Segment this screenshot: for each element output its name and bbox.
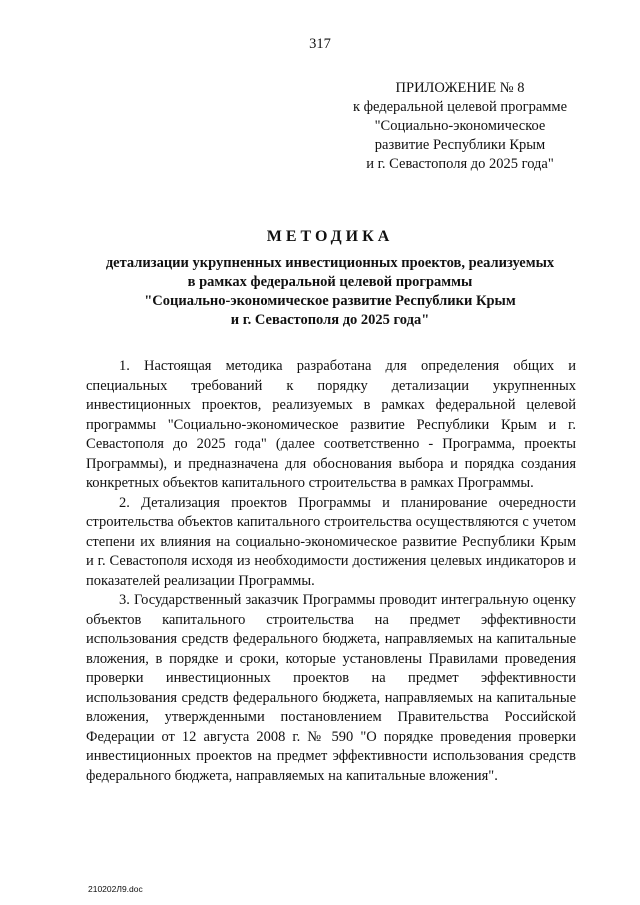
subtitle-line: и г. Севастополя до 2025 года": [230, 312, 430, 328]
paragraph-2: 2. Детализация проектов Программы и планирование очередности строительства объектов капитального строительства осуществляются с учетом степени их влияния на социально-экономическое развитие Республики Крым и г. Севастополя исходя из необходимости достижения целевых индикаторов и показателей реализации Программы.: [86, 494, 576, 589]
subtitle-line: детализации укрупненных инвестиционных проектов, реализуемых: [105, 255, 555, 271]
document-title: МЕТОДИКА: [266, 228, 394, 245]
file-code: 210202Л9.doc: [88, 884, 143, 894]
body-text: [86, 357, 576, 786]
subtitle-line: в рамках федеральной целевой программы: [187, 274, 473, 290]
page-number: 317: [309, 36, 331, 52]
appendix-line: к федеральной целевой программе: [352, 99, 568, 115]
subtitle-line: "Социально-экономическое развитие Республики Крым: [144, 293, 516, 309]
paragraph-3: 3. Государственный заказчик Программы проводит интегральную оценку объектов капитального строительства на предмет эффективности использования средств федерального бюджета, направляемых на капитальные вложения, в порядке и сроки, которые установлены Правилами проведения проверки инвестиционных проектов на предмет эффективности использования средств федерального бюджета, направляемых на капитальные вложения, утвержденными постановлением Правительства Российской Федерации от 12 августа 2008 г. № 590 "О порядке проведения проверки инвестиционных проектов на предмет эффективности использования средств федерального бюджета, направляемых на капитальные вложения".: [86, 592, 576, 784]
appendix-line: ПРИЛОЖЕНИЕ № 8: [395, 80, 525, 96]
appendix-header: [330, 79, 590, 174]
document-subtitle: [0, 254, 640, 330]
appendix-line: развитие Республики Крым: [374, 137, 546, 153]
appendix-line: и г. Севастополя до 2025 года": [366, 156, 554, 172]
paragraph-1: 1. Настоящая методика разработана для определения общих и специальных требований к порядку детализации укрупненных инвестиционных проектов, реализуемых в рамках федеральной целевой программы "Социально-экономическое развитие Республики Крым и г. Севастополя до 2025 года" (далее соответственно - Программа, проекты Программы), и предназначена для обоснования выбора и порядка создания конкретных объектов капитального строительства в рамках Программы.: [86, 358, 576, 491]
appendix-line: "Социально-экономическое: [374, 118, 546, 134]
